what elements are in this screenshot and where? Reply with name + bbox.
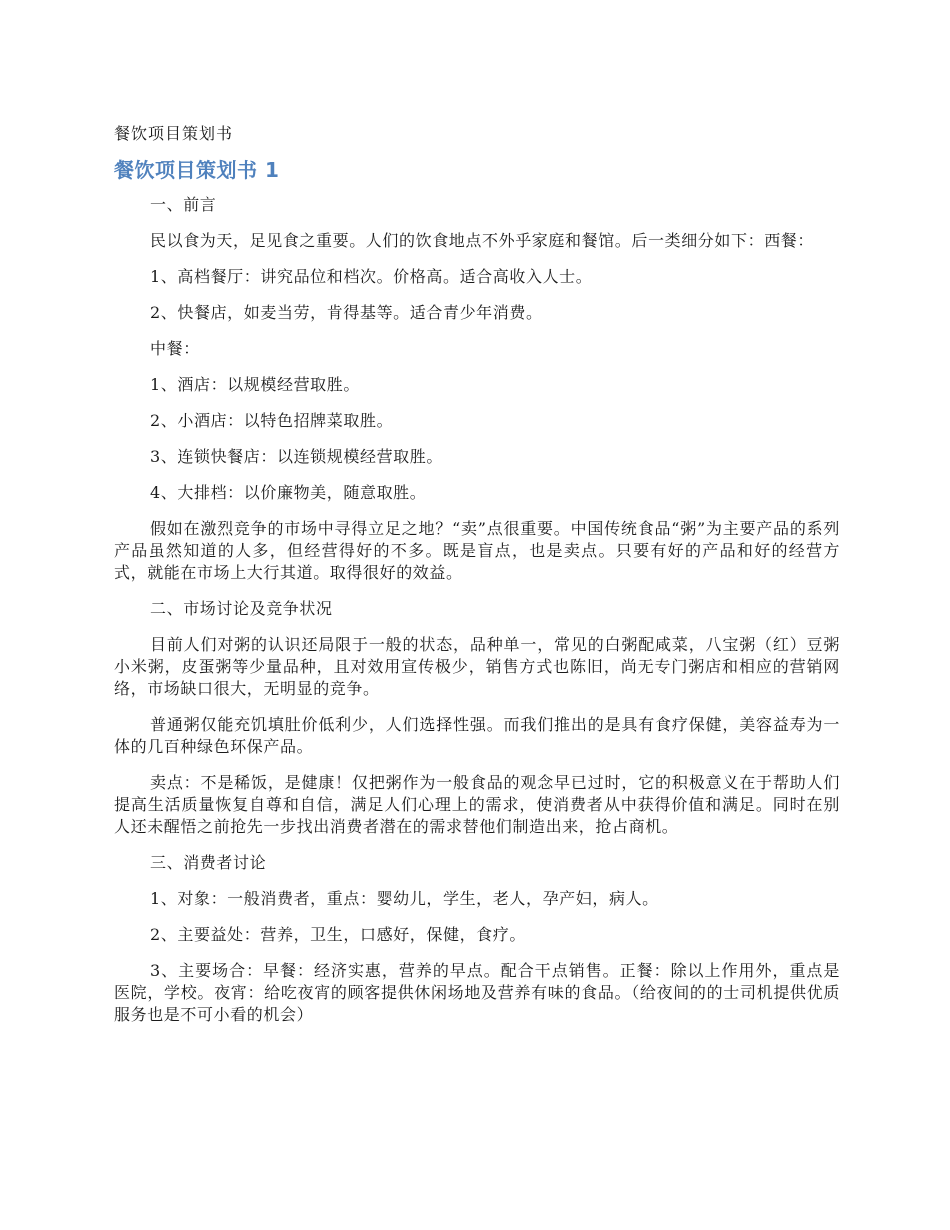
paragraph-market-heading: 二、市场讨论及竞争状况 (150, 599, 333, 618)
paragraph-selling-point: 假如在激烈竞争的市场中寻得立足之地？“卖”点很重要。中国传统食品“粥”为主要产品的系列产品虽然知道的人多，但经营得好的不多。既是盲点，也是卖点。只要有好的产品和好的经营方式，就能在市场上大行其道。取得很好的效益。 (114, 519, 840, 582)
paragraph-consumer-heading: 三、消费者讨论 (150, 853, 267, 872)
document-page (114, 122, 840, 1040)
paragraph-intro: 民以食为天，足见食之重要。人们的饮食地点不外乎家庭和餐馆。后一类细分如下：西餐： (150, 231, 815, 250)
paragraph-consumer-occasions: 3、主要场合：早餐：经济实惠，营养的早点。配合干点销售。正餐：除以上作用外，重点是医院，学校。夜宵：给吃夜宵的顾客提供休闲场地及营养有味的食品。（给夜间的的士司机提供优质服务也是不可小看的机会） (114, 961, 840, 1024)
paragraph-chinese-3: 3、连锁快餐店：以连锁规模经营取胜。 (150, 447, 443, 466)
paragraph-preface-heading: 一、前言 (150, 195, 217, 214)
document-title: 餐饮项目策划书 (114, 124, 234, 143)
paragraph-product: 普通粥仅能充饥填肚价低利少，人们选择性强。而我们推出的是具有食疗保健，美容益寿为一体的几百种绿色环保产品。 (114, 715, 840, 756)
paragraph-chinese-label: 中餐： (150, 339, 200, 358)
paragraph-health-pitch: 卖点：不是稀饭，是健康！仅把粥作为一般食品的观念早已过时，它的积极意义在于帮助人们提高生活质量恢复自尊和自信，满足人们心理上的需求，使消费者从中获得价值和满足。同时在别人还未醒悟之前抢先一步找出消费者潜在的需求替他们制造出来，抢占商机。 (114, 773, 840, 836)
paragraph-western-1: 1、高档餐厅：讲究品位和档次。价格高。适合高收入人士。 (150, 267, 593, 286)
paragraph-chinese-2: 2、小酒店：以特色招牌菜取胜。 (150, 411, 394, 430)
paragraph-chinese-4: 4、大排档：以价廉物美，随意取胜。 (150, 483, 427, 502)
section-heading: 餐饮项目策划书 1 (114, 158, 280, 182)
paragraph-consumer-target: 1、对象：一般消费者，重点：婴幼儿，学生，老人，孕产妇，病人。 (150, 889, 659, 908)
paragraph-chinese-1: 1、酒店：以规模经营取胜。 (150, 375, 360, 394)
paragraph-market-status: 目前人们对粥的认识还局限于一般的状态，品种单一，常见的白粥配咸菜，八宝粥（红）豆粥小米粥，皮蛋粥等少量品种，且对效用宣传极少，销售方式也陈旧，尚无专门粥店和相应的营销网络，市场缺口很大，无明显的竞争。 (114, 635, 840, 698)
paragraph-western-2: 2、快餐店，如麦当劳，肯得基等。适合青少年消费。 (150, 303, 543, 322)
paragraph-consumer-benefits: 2、主要益处：营养，卫生，口感好，保健，食疗。 (150, 925, 526, 944)
